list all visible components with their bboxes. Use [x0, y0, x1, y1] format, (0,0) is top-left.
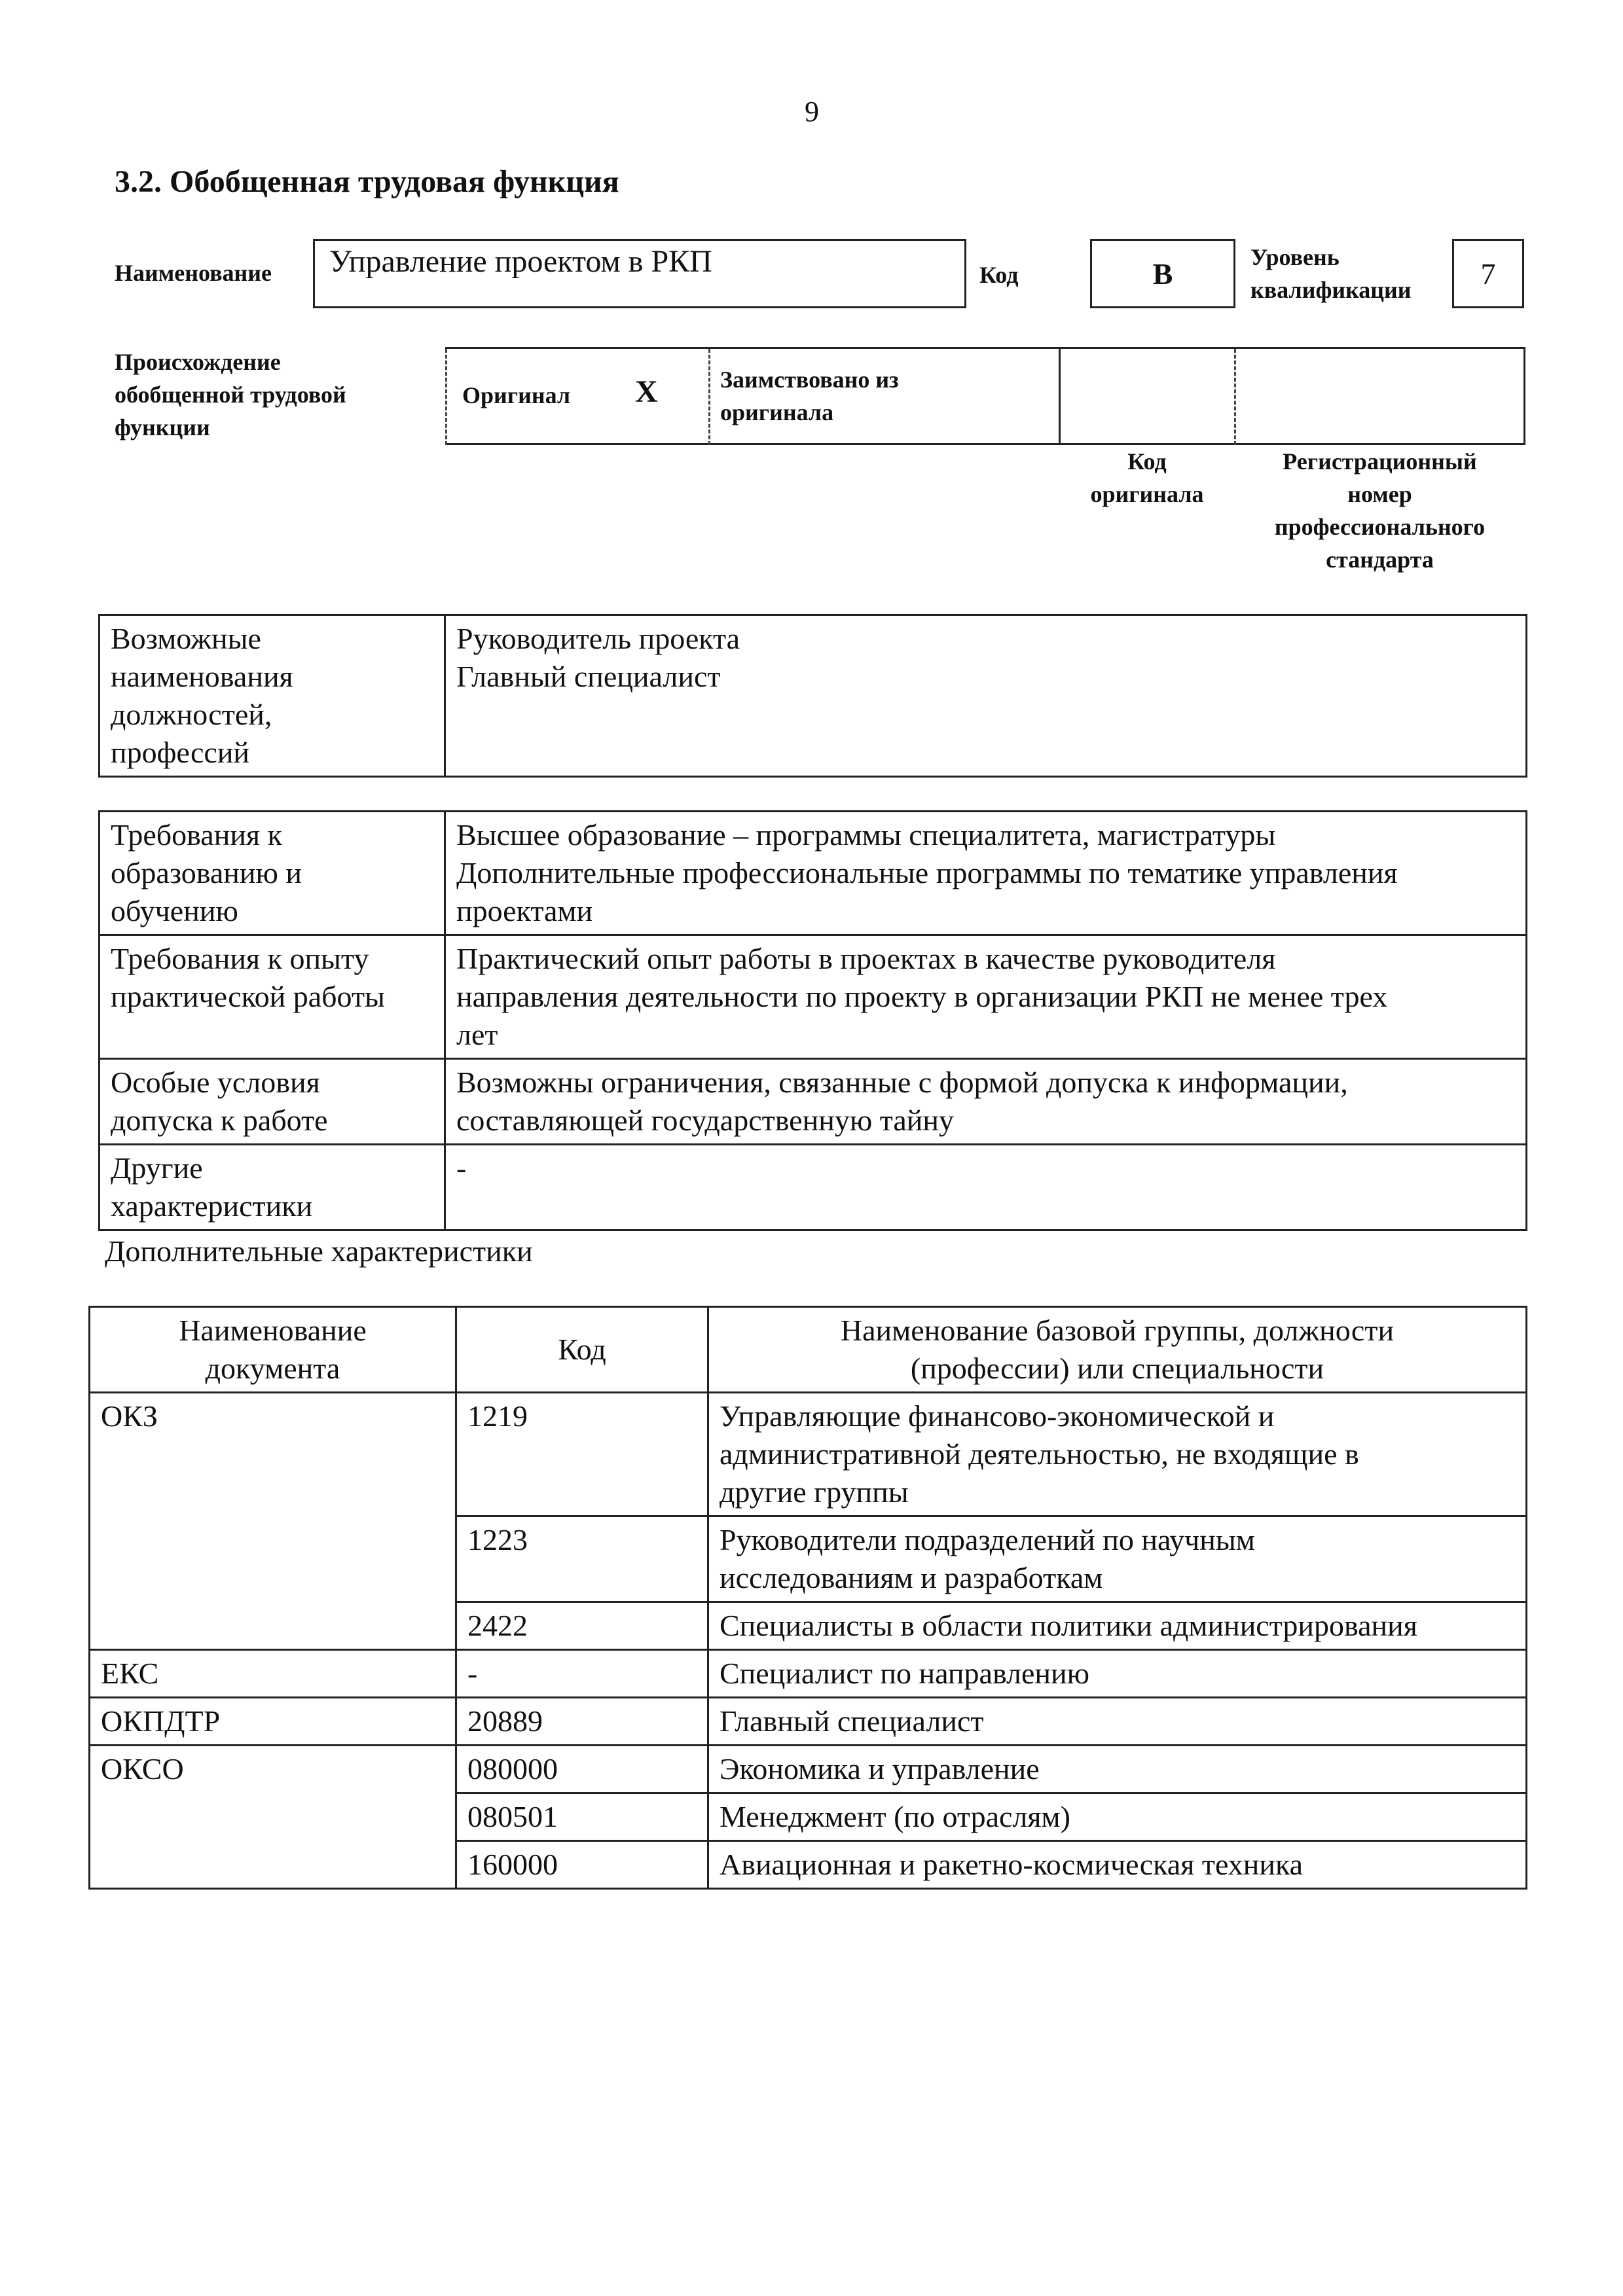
row-name	[708, 1602, 1527, 1650]
positions-label-line: должностей,	[111, 698, 272, 731]
row-code: 2422	[456, 1602, 708, 1650]
row-doc: ЕКС	[90, 1650, 456, 1698]
row-doc: ОКСО	[90, 1746, 456, 1889]
additional-table	[88, 1306, 1527, 1890]
row-code: 1219	[456, 1393, 708, 1516]
level-label-1: Уровень	[1250, 244, 1340, 270]
name-value: Управление проектом в РКП	[329, 244, 712, 279]
origin-label	[115, 346, 346, 444]
label-line: Другие	[111, 1151, 203, 1185]
name-line: Специалист по направлению	[720, 1657, 1090, 1690]
original-label: Оригинал	[462, 382, 571, 408]
page-number: 9	[805, 96, 819, 128]
row-doc: ОКЗ	[90, 1393, 456, 1650]
original-mark: X	[635, 374, 658, 409]
value-line: Практический опыт работы в проектах в качестве руководителя	[456, 942, 1276, 975]
level-value-box	[1452, 239, 1524, 308]
table-row	[90, 1698, 1527, 1746]
requirement-row	[100, 812, 1527, 935]
value-line: лет	[456, 1018, 498, 1051]
row-name	[708, 1516, 1527, 1602]
positions-label-line: наименования	[111, 660, 293, 693]
header-code: Код	[456, 1307, 708, 1393]
label-line: обучению	[111, 894, 238, 927]
additional-header-row	[90, 1307, 1527, 1393]
caption-line: стандарта	[1326, 547, 1434, 573]
name-line: Специалисты в области политики администрирования	[720, 1609, 1417, 1642]
caption-line: Код	[1127, 448, 1167, 475]
origin-divider	[1234, 349, 1237, 445]
level-value: 7	[1480, 257, 1496, 291]
requirement-label	[100, 1059, 445, 1145]
origin-divider	[1059, 349, 1061, 445]
header-name	[708, 1307, 1527, 1393]
origin-label-line: функции	[115, 414, 210, 440]
name-line: Авиационная и ракетно-космическая техника	[720, 1848, 1304, 1881]
caption-line: Регистрационный	[1283, 448, 1477, 475]
requirement-label	[100, 812, 445, 935]
value-line: проектами	[456, 894, 593, 927]
value-line: Высшее образование – программы специалитета, магистратуры	[456, 818, 1276, 852]
name-line: административной деятельностью, не входящие в	[720, 1437, 1359, 1471]
value-line: Дополнительные профессиональные программы по тематике управления	[456, 856, 1398, 889]
row-doc: ОКПДТР	[90, 1698, 456, 1746]
label-line: Требования к	[111, 818, 282, 852]
name-line: Главный специалист	[720, 1704, 984, 1738]
table-row	[90, 1393, 1527, 1516]
name-label: Наименование	[115, 260, 272, 286]
value-line: направления деятельности по проекту в организации РКП не менее трех	[456, 980, 1388, 1013]
positions-values	[445, 615, 1527, 777]
requirements-table	[98, 810, 1527, 1231]
code-original-caption	[1059, 445, 1235, 511]
value-line: Возможны ограничения, связанные с формой допуска к информации,	[456, 1066, 1348, 1099]
origin-label-line: обобщенной трудовой	[115, 382, 346, 408]
origin-divider	[445, 349, 448, 445]
name-line: Руководители подразделений по научным	[720, 1523, 1255, 1556]
header-doc	[90, 1307, 456, 1393]
name-line: исследованиям и разработкам	[720, 1561, 1103, 1594]
value-line: -	[456, 1151, 467, 1185]
origin-box	[445, 347, 1525, 445]
row-name	[708, 1393, 1527, 1516]
row-name	[708, 1746, 1527, 1793]
section-title: 3.2. Обобщенная трудовая функция	[115, 164, 619, 199]
row-name	[708, 1650, 1527, 1698]
borrowed-label-line: оригинала	[720, 399, 834, 425]
requirement-row	[100, 935, 1527, 1059]
header-line: (профессии) или специальности	[910, 1352, 1324, 1385]
table-row	[90, 1650, 1527, 1698]
position-item: Руководитель проекта	[456, 622, 740, 655]
row-code: -	[456, 1650, 708, 1698]
label-line: практической работы	[111, 980, 385, 1013]
label-line: допуска к работе	[111, 1103, 328, 1137]
level-label-2: квалификации	[1250, 277, 1412, 303]
row-code: 160000	[456, 1841, 708, 1889]
label-line: Требования к опыту	[111, 942, 369, 975]
name-line: Управляющие финансово-экономической и	[720, 1399, 1275, 1433]
reg-number-caption	[1234, 445, 1525, 576]
caption-line: профессионального	[1274, 514, 1486, 540]
position-item: Главный специалист	[456, 660, 721, 693]
header-line: Наименование	[179, 1314, 367, 1347]
value-line: составляющей государственную тайну	[456, 1103, 955, 1137]
header-line: Наименование базовой группы, должности	[840, 1314, 1395, 1347]
code-value: B	[1152, 257, 1173, 291]
borrowed-label-line: Заимствовано из	[720, 367, 899, 393]
requirement-value	[445, 812, 1527, 935]
row-name	[708, 1698, 1527, 1746]
row-name	[708, 1793, 1527, 1841]
row-code: 080000	[456, 1746, 708, 1793]
origin-divider	[708, 349, 712, 445]
positions-label-line: профессий	[111, 736, 250, 769]
name-line: Экономика и управление	[720, 1752, 1040, 1785]
table-row	[90, 1746, 1527, 1793]
requirement-label	[100, 935, 445, 1059]
row-name	[708, 1841, 1527, 1889]
positions-label	[100, 615, 445, 777]
name-line: другие группы	[720, 1475, 909, 1509]
code-label: Код	[979, 262, 1019, 288]
positions-label-line: Возможные	[111, 622, 261, 655]
code-value-box	[1090, 239, 1235, 308]
borrowed-label	[720, 363, 899, 429]
row-code: 20889	[456, 1698, 708, 1746]
row-code: 1223	[456, 1516, 708, 1602]
caption-line: номер	[1347, 481, 1412, 507]
row-code: 080501	[456, 1793, 708, 1841]
requirement-value	[445, 935, 1527, 1059]
name-line: Менеджмент (по отраслям)	[720, 1800, 1070, 1833]
positions-row	[100, 615, 1527, 777]
requirement-label	[100, 1145, 445, 1230]
additional-title: Дополнительные характеристики	[105, 1234, 533, 1268]
requirement-value	[445, 1059, 1527, 1145]
label-line: характеристики	[111, 1189, 313, 1223]
origin-label-line: Происхождение	[115, 349, 281, 375]
caption-line: оригинала	[1090, 481, 1204, 507]
positions-table	[98, 614, 1527, 778]
requirement-value	[445, 1145, 1527, 1230]
header-line: документа	[205, 1352, 340, 1385]
requirement-row	[100, 1145, 1527, 1230]
requirement-row	[100, 1059, 1527, 1145]
label-line: образованию и	[111, 856, 302, 889]
label-line: Особые условия	[111, 1066, 320, 1099]
name-value-box	[313, 239, 966, 308]
